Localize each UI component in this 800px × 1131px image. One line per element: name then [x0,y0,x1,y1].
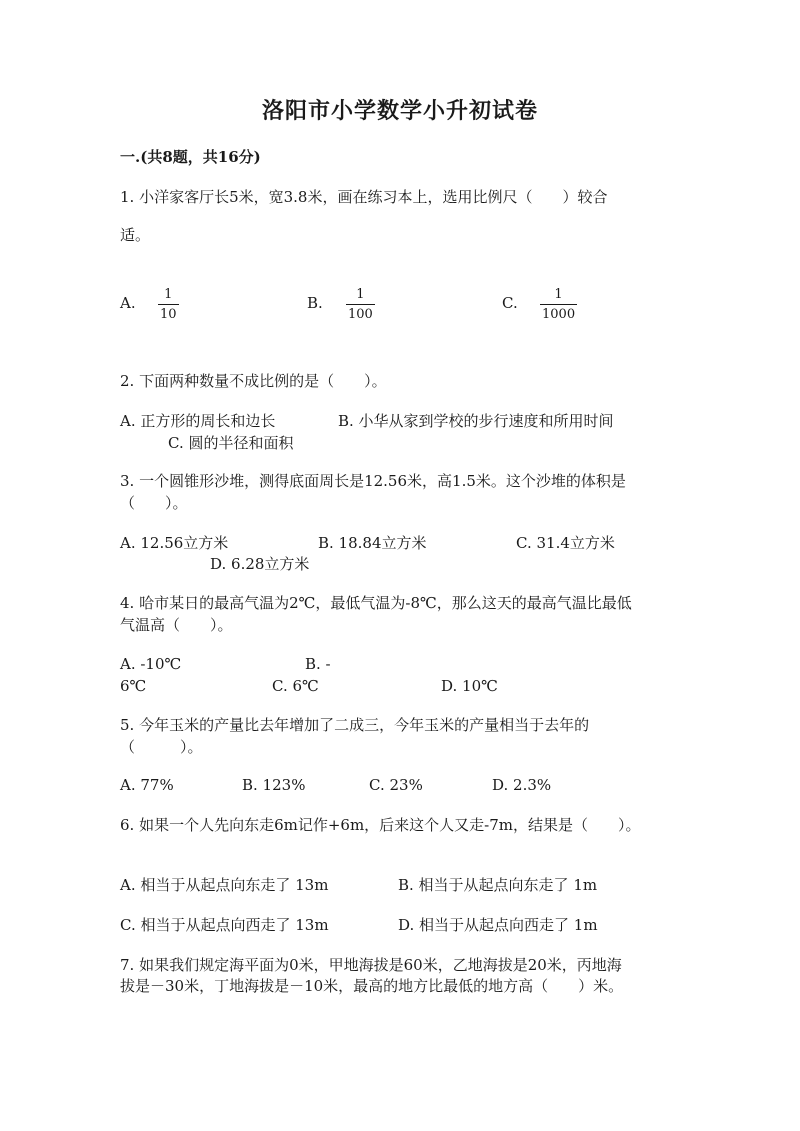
q5-option-d: D. 2.3% [492,776,552,794]
question-2-stem: 2. 下面两种数量不成比例的是（ ）。 [120,372,387,390]
q4-option-c: C. 6℃ [272,677,319,695]
q3-option-c: C. 31.4立方米 [516,534,615,552]
q3-option-b: B. 18.84立方米 [318,534,427,552]
question-3-stem-line1: 3. 一个圆锥形沙堆，测得底面周长是12.56米，高1.5米。这个沙堆的体积是 [120,472,626,490]
q6-option-a: A. 相当于从起点向东走了 13m [120,876,329,894]
question-1-stem-line1: 1. 小洋家客厅长5米，宽3.8米，画在练习本上，选用比例尺（ ）较合 [120,188,608,206]
q4-option-d: D. 10℃ [441,677,498,695]
q2-option-b: B. 小华从家到学校的步行速度和所用时间 [338,412,614,430]
question-4-stem-line2: 气温高（ ）。 [120,616,233,634]
q5-option-a: A. 77% [120,776,174,794]
question-5-stem-line2: （ ）。 [120,738,203,756]
q3-option-a: A. 12.56立方米 [120,534,229,552]
q6-option-b: B. 相当于从起点向东走了 1m [398,876,598,894]
fraction-denominator: 10 [158,304,179,321]
q1-option-c-fraction [540,288,577,321]
q2-option-a: A. 正方形的周长和边长 [120,412,276,430]
fraction-numerator: 1 [164,287,173,302]
q1-option-c-label: C. [502,294,518,312]
fraction-denominator: 1000 [540,304,577,321]
question-3-stem-line2: （ ）。 [120,494,188,512]
question-7-stem-line2: 拔是－30米，丁地海拔是－10米，最高的地方比最低的地方高（ ）米。 [120,977,624,995]
question-7-stem-line1: 7. 如果我们规定海平面为0米，甲地海拔是60米，乙地海拔是20米，丙地海 [120,956,622,974]
q4-option-b-part2: 6℃ [120,677,147,695]
q4-option-a: A. -10℃ [120,655,182,673]
q1-option-b-label: B. [307,294,323,312]
q1-option-a-label: A. [120,294,136,312]
q4-option-b-part1: B. - [305,655,331,673]
page-title: 洛阳市小学数学小升初试卷 [261,98,538,124]
question-4-stem-line1: 4. 哈市某日的最高气温为2℃，最低气温为-8℃，那么这天的最高气温比最低 [120,594,632,612]
q2-option-c: C. 圆的半径和面积 [168,434,294,452]
q6-option-c: C. 相当于从起点向西走了 13m [120,916,329,934]
section-heading: 一.(共8题，共16分) [120,148,261,166]
fraction-numerator: 1 [554,287,563,302]
question-5-stem-line1: 5. 今年玉米的产量比去年增加了二成三，今年玉米的产量相当于去年的 [120,716,590,734]
fraction-numerator: 1 [356,287,365,302]
q6-option-d: D. 相当于从起点向西走了 1m [398,916,598,934]
q1-option-b-fraction [346,288,375,321]
question-6-stem: 6. 如果一个人先向东走6m记作+6m，后来这个人又走-7m，结果是（ ）。 [120,816,641,834]
fraction-denominator: 100 [346,304,375,321]
question-1-stem-line2: 适。 [120,226,151,244]
q1-option-a-fraction [158,288,179,321]
q5-option-b: B. 123% [242,776,306,794]
q5-option-c: C. 23% [369,776,423,794]
q3-option-d: D. 6.28立方米 [210,555,310,573]
